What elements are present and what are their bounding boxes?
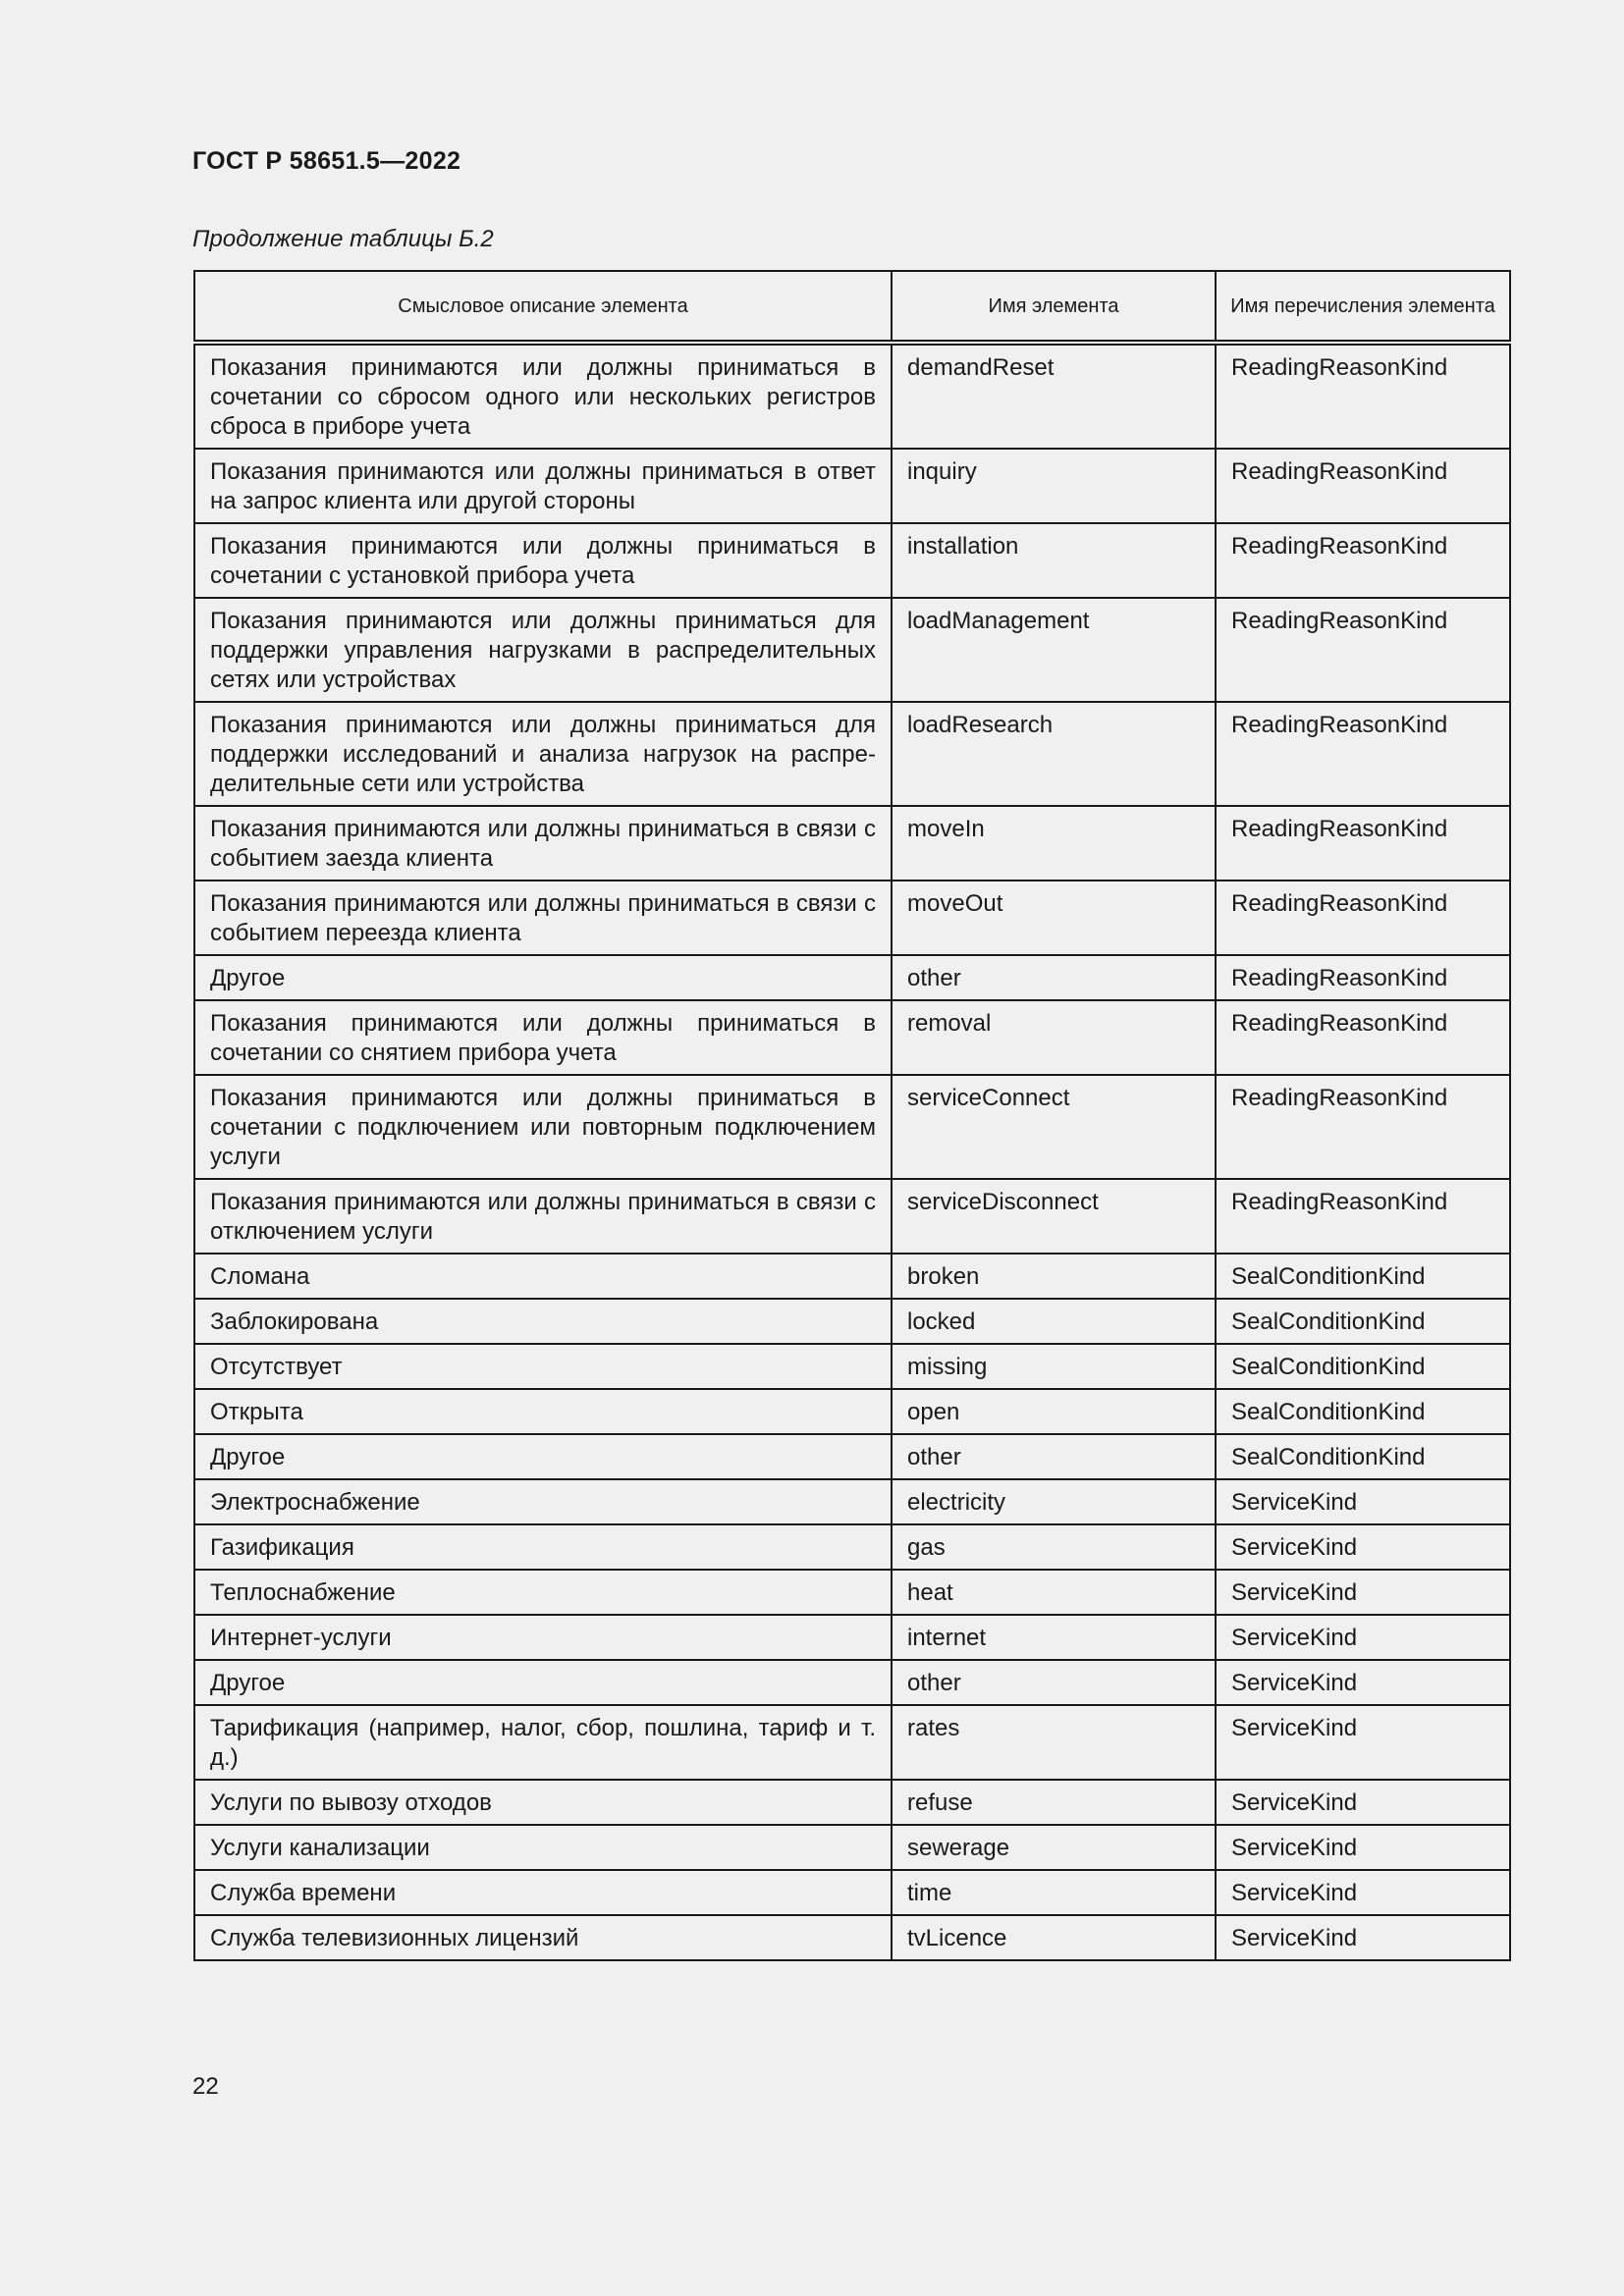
table-row	[194, 1915, 1510, 1960]
table-row	[194, 449, 1510, 523]
cell-description: Показания принимаются или должны приниматься в ответ на запрос клиента или другой стороны	[194, 449, 892, 523]
cell-element-name: internet	[892, 1615, 1216, 1660]
cell-element-name: moveIn	[892, 806, 1216, 881]
cell-description: Показания принимаются или должны приниматься в связи с событием заезда клиента	[194, 806, 892, 881]
table-row	[194, 881, 1510, 955]
cell-enumeration-name: ServiceKind	[1216, 1870, 1510, 1915]
table-row	[194, 955, 1510, 1000]
table-row	[194, 1615, 1510, 1660]
cell-enumeration-name: ReadingReasonKind	[1216, 449, 1510, 523]
table-row	[194, 1254, 1510, 1299]
cell-enumeration-name: ReadingReasonKind	[1216, 598, 1510, 702]
column-header-description: Смысловое описание элемента	[194, 271, 892, 343]
table-row	[194, 1780, 1510, 1825]
cell-enumeration-name: ReadingReasonKind	[1216, 343, 1510, 449]
cell-description: Другое	[194, 1660, 892, 1705]
cell-element-name: missing	[892, 1344, 1216, 1389]
cell-enumeration-name: ServiceKind	[1216, 1915, 1510, 1960]
cell-description: Заблокирована	[194, 1299, 892, 1344]
cell-description: Показания принимаются или должны приниматься для поддержки управления нагрузками в распределительных сетях или устройствах	[194, 598, 892, 702]
cell-description: Электроснабжение	[194, 1479, 892, 1524]
table-row	[194, 1389, 1510, 1434]
table-row	[194, 1479, 1510, 1524]
cell-description: Теплоснабжение	[194, 1570, 892, 1615]
cell-element-name: sewerage	[892, 1825, 1216, 1870]
cell-enumeration-name: ReadingReasonKind	[1216, 955, 1510, 1000]
cell-enumeration-name: ReadingReasonKind	[1216, 806, 1510, 881]
table-row	[194, 1000, 1510, 1075]
cell-description: Служба времени	[194, 1870, 892, 1915]
cell-description: Показания принимаются или должны приниматься для поддержки исследований и анализа нагрузок на распределительные сети или устройства	[194, 702, 892, 806]
cell-enumeration-name: ServiceKind	[1216, 1479, 1510, 1524]
cell-description: Услуги канализации	[194, 1825, 892, 1870]
table-header-row	[194, 271, 1510, 343]
table-row	[194, 1299, 1510, 1344]
cell-description: Тарификация (например, налог, сбор, пошлина, тариф и т. д.)	[194, 1705, 892, 1780]
cell-enumeration-name: ServiceKind	[1216, 1660, 1510, 1705]
cell-element-name: refuse	[892, 1780, 1216, 1825]
cell-element-name: demandReset	[892, 343, 1216, 449]
table-row	[194, 1870, 1510, 1915]
table-row	[194, 1075, 1510, 1179]
cell-element-name: installation	[892, 523, 1216, 598]
cell-description: Показания принимаются или должны приниматься в сочетании со снятием прибора учета	[194, 1000, 892, 1075]
cell-description: Показания принимаются или должны приниматься в связи с отключением услуги	[194, 1179, 892, 1254]
cell-element-name: time	[892, 1870, 1216, 1915]
cell-element-name: locked	[892, 1299, 1216, 1344]
table-row	[194, 1825, 1510, 1870]
table-row	[194, 343, 1510, 449]
cell-description: Показания принимаются или должны приниматься в сочетании с установкой прибора учета	[194, 523, 892, 598]
cell-element-name: electricity	[892, 1479, 1216, 1524]
cell-element-name: rates	[892, 1705, 1216, 1780]
cell-element-name: other	[892, 1660, 1216, 1705]
cell-description: Интернет-услуги	[194, 1615, 892, 1660]
cell-element-name: loadManagement	[892, 598, 1216, 702]
cell-element-name: other	[892, 955, 1216, 1000]
cell-element-name: gas	[892, 1524, 1216, 1570]
cell-enumeration-name: ServiceKind	[1216, 1780, 1510, 1825]
cell-enumeration-name: ServiceKind	[1216, 1705, 1510, 1780]
cell-description: Отсутствует	[194, 1344, 892, 1389]
cell-enumeration-name: ServiceKind	[1216, 1615, 1510, 1660]
table-row	[194, 1705, 1510, 1780]
cell-enumeration-name: SealConditionKind	[1216, 1299, 1510, 1344]
cell-enumeration-name: ServiceKind	[1216, 1825, 1510, 1870]
cell-enumeration-name: SealConditionKind	[1216, 1389, 1510, 1434]
table-row	[194, 1570, 1510, 1615]
table-body	[194, 343, 1510, 1960]
cell-enumeration-name: ReadingReasonKind	[1216, 1000, 1510, 1075]
cell-enumeration-name: ReadingReasonKind	[1216, 523, 1510, 598]
page-number: 22	[192, 2073, 219, 2100]
cell-description: Сломана	[194, 1254, 892, 1299]
cell-element-name: open	[892, 1389, 1216, 1434]
cell-element-name: heat	[892, 1570, 1216, 1615]
cell-element-name: inquiry	[892, 449, 1216, 523]
table-row	[194, 1434, 1510, 1479]
cell-element-name: removal	[892, 1000, 1216, 1075]
cell-enumeration-name: ServiceKind	[1216, 1570, 1510, 1615]
document-title: ГОСТ Р 58651.5—2022	[192, 147, 461, 175]
cell-description: Служба телевизионных лицензий	[194, 1915, 892, 1960]
cell-description: Показания принимаются или должны приниматься в сочетании с подключением или повторным подключением услуги	[194, 1075, 892, 1179]
column-header-element-name: Имя элемента	[892, 271, 1216, 343]
table-row	[194, 1179, 1510, 1254]
cell-enumeration-name: ReadingReasonKind	[1216, 1075, 1510, 1179]
table-row	[194, 523, 1510, 598]
cell-enumeration-name: ReadingReasonKind	[1216, 1179, 1510, 1254]
cell-element-name: tvLicence	[892, 1915, 1216, 1960]
cell-element-name: serviceDisconnect	[892, 1179, 1216, 1254]
table-row	[194, 598, 1510, 702]
cell-description: Другое	[194, 955, 892, 1000]
cell-enumeration-name: ServiceKind	[1216, 1524, 1510, 1570]
table-row	[194, 806, 1510, 881]
cell-description: Услуги по вывозу отходов	[194, 1780, 892, 1825]
cell-element-name: broken	[892, 1254, 1216, 1299]
cell-element-name: serviceConnect	[892, 1075, 1216, 1179]
table-row	[194, 1524, 1510, 1570]
cell-description: Показания принимаются или должны приниматься в связи с событием переезда клиента	[194, 881, 892, 955]
cell-description: Показания принимаются или должны приниматься в сочетании со сбросом одного или нескольких регистров сброса в приборе учета	[194, 343, 892, 449]
cell-description: Открыта	[194, 1389, 892, 1434]
cell-enumeration-name: ReadingReasonKind	[1216, 881, 1510, 955]
table-row	[194, 1660, 1510, 1705]
table-row	[194, 702, 1510, 806]
cell-enumeration-name: SealConditionKind	[1216, 1434, 1510, 1479]
cell-element-name: loadResearch	[892, 702, 1216, 806]
cell-enumeration-name: SealConditionKind	[1216, 1344, 1510, 1389]
table-row	[194, 1344, 1510, 1389]
elements-table	[193, 270, 1511, 1961]
cell-element-name: other	[892, 1434, 1216, 1479]
cell-description: Газификация	[194, 1524, 892, 1570]
column-header-enumeration-name: Имя перечисления элемента	[1216, 271, 1510, 343]
cell-description: Другое	[194, 1434, 892, 1479]
cell-element-name: moveOut	[892, 881, 1216, 955]
cell-enumeration-name: SealConditionKind	[1216, 1254, 1510, 1299]
table-caption: Продолжение таблицы Б.2	[192, 226, 494, 252]
cell-enumeration-name: ReadingReasonKind	[1216, 702, 1510, 806]
